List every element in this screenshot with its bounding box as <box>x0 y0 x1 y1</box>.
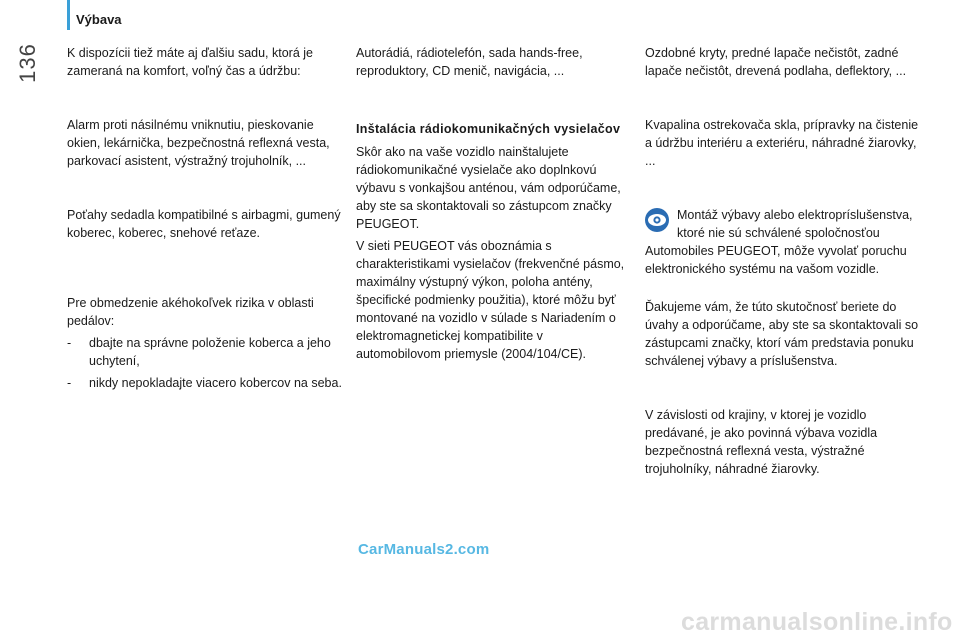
watermark-carmanuals2[interactable]: CarManuals2.com <box>358 541 490 558</box>
warning-note <box>645 206 920 278</box>
transmitter-info-paragraph: V sieti PEUGEOT vás oboznámia s charakteristikami vysielačov (frekvenčné pásmo, maximálny výstupný výkon, poloha antény, špecifické podmienky použitia), ktoré môžu byť montované na vozidlo v súlade s Nariadením o elektromagnetickej kompatibilite v automobilovom priemysle (2004/104/CE). <box>356 239 625 361</box>
cleaning-products-paragraph: Kvapalina ostrekovača skla, prípravky na čistenie a údržbu interiéru a exteriéru, náhradné žiarovky, ... <box>645 118 919 168</box>
column-right <box>645 44 920 478</box>
pedal-advice-list <box>67 334 345 392</box>
installation-heading: Inštalácia rádiokomunikačných vysielačov <box>356 122 621 136</box>
covers-paragraph: Poťahy sedadla kompatibilné s airbagmi, gumený koberec, koberec, snehové reťaze. <box>67 208 341 240</box>
list-item: - nikdy nepokladajte viacero kobercov na seba. <box>67 374 345 392</box>
security-accessories-paragraph: Alarm proti násilnému vniknutiu, pieskovanie okien, lekárnička, bezpečnostná reflexná vesta, parkovací asistent, výstražný trojuholník, ... <box>67 118 330 168</box>
intro-paragraph: K dispozícii tiež máte aj ďalšiu sadu, ktorá je zameraná na komfort, voľný čas a údržbu: <box>67 46 313 78</box>
installation-advice-paragraph: Skôr ako na vaše vozidlo nainštalujete rádiokomunikačné vysielače ako doplnkovú výbavu s vonkajšou anténou, vám odporúčame, aby ste sa skontaktovali so zástupcom značky PEUGEOT. <box>356 145 621 231</box>
column-middle <box>356 44 626 363</box>
list-item: - dbajte na správne položenie koberca a jeho uchytení, <box>67 334 345 370</box>
audio-accessories-paragraph: Autorádiá, rádiotelefón, sada hands-free, reproduktory, CD menič, navigácia, ... <box>356 46 583 78</box>
pedal-risk-paragraph: Pre obmedzenie akéhokoľvek rizika v oblasti pedálov: <box>67 296 314 328</box>
watermark-carmanualsonline: carmanualsonline.info <box>681 608 953 636</box>
mandatory-equipment-paragraph: V závislosti od krajiny, v ktorej je vozidlo predávané, je ako povinná výbava vozidla bezpečnostná reflexná vesta, výstražné trojuholníky, náhradné žiarovky. <box>645 408 878 476</box>
page-number: 136 <box>14 43 40 83</box>
eye-icon <box>645 208 669 232</box>
column-left <box>67 44 345 396</box>
section-marker-bar <box>67 0 70 30</box>
thanks-paragraph: Ďakujeme vám, že túto skutočnosť beriete do úvahy a odporúčame, aby ste sa skontaktovali so zástupcami značky, ktorí vám predstavia ponuku schválenej výbavy a príslušenstva. <box>645 300 919 368</box>
warning-note-text: Montáž výbavy alebo elektropríslušenstva, ktoré nie sú schválené spoločnosťou Automobiles PEUGEOT, môže vyvolať poruchu elektronického systému na vašom vozidle. <box>645 208 913 276</box>
exterior-accessories-paragraph: Ozdobné kryty, predné lapače nečistôt, zadné lapače nečistôt, drevená podlaha, deflektory, ... <box>645 46 907 78</box>
section-title: Výbava <box>76 12 122 27</box>
